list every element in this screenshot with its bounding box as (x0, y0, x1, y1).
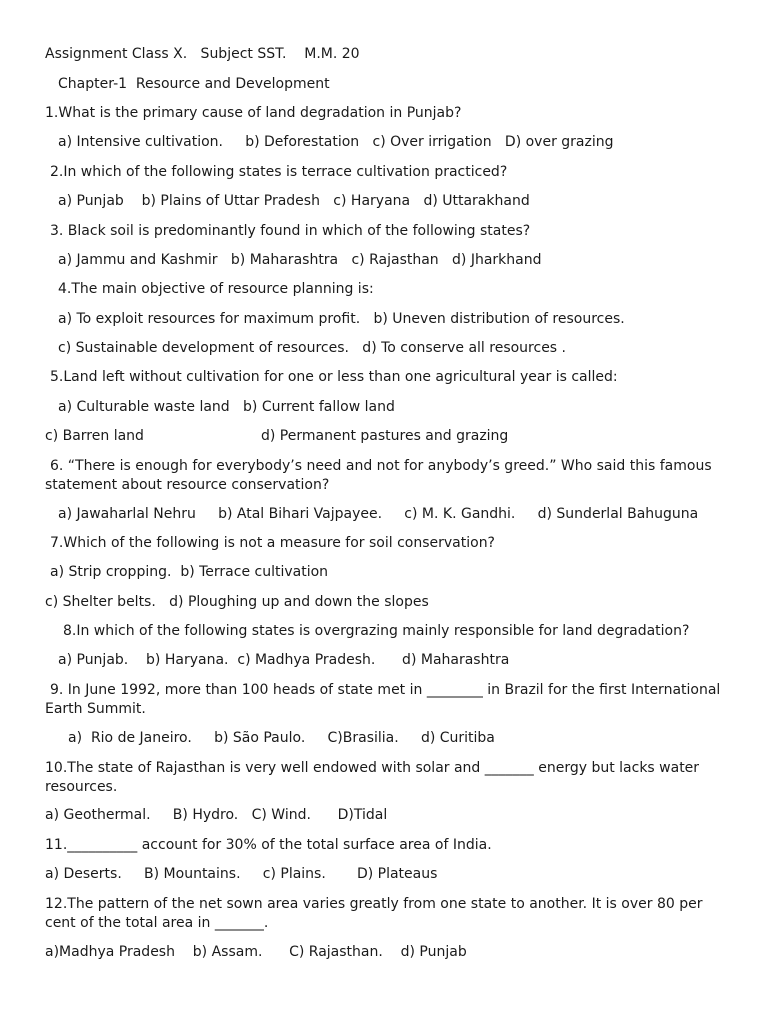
chapter-title: Chapter-1 Resource and Development (58, 76, 330, 92)
question-5-option-d: d) Permanent pastures and grazing (261, 428, 509, 444)
question-6: 6. “There is enough for everybody’s need and not for anybody’s greed.” Who said this famous statement about resource conservation? (45, 458, 717, 493)
question-4-options-line-2: c) Sustainable development of resources. d) To conserve all resources . (58, 340, 566, 356)
question-1: 1.What is the primary cause of land degradation in Punjab? (45, 105, 462, 121)
question-5-options-line-1: a) Culturable waste land b) Current fallow land (58, 399, 395, 415)
question-5-option-c: c) Barren land (45, 428, 144, 444)
question-2: 2.In which of the following states is terrace cultivation practiced? (50, 164, 508, 180)
question-3-options: a) Jammu and Kashmir b) Maharashtra c) Rajasthan d) Jharkhand (58, 252, 542, 268)
question-4-options-line-1: a) To exploit resources for maximum profit. b) Uneven distribution of resources. (58, 311, 625, 327)
question-4: 4.The main objective of resource planning is: (58, 281, 374, 297)
question-11-options: a) Deserts. B) Mountains. c) Plains. D) Plateaus (45, 866, 438, 882)
question-3: 3. Black soil is predominantly found in which of the following states? (50, 223, 531, 239)
question-10-options: a) Geothermal. B) Hydro. C) Wind. D)Tidal (45, 807, 388, 823)
question-10: 10.The state of Rajasthan is very well endowed with solar and _______ energy but lacks water resources. (45, 760, 704, 795)
question-2-options: a) Punjab b) Plains of Uttar Pradesh c) Haryana d) Uttarakhand (58, 193, 530, 209)
assignment-header: Assignment Class X. Subject SST. M.M. 20 (45, 46, 360, 62)
question-7-options-line-2: c) Shelter belts. d) Ploughing up and down the slopes (45, 594, 429, 610)
question-11: 11.__________ account for 30% of the total surface area of India. (45, 837, 492, 853)
question-9: 9. In June 1992, more than 100 heads of state met in ________ in Brazil for the first International Earth Summit. (45, 682, 725, 717)
question-8-options: a) Punjab. b) Haryana. c) Madhya Pradesh. d) Maharashtra (58, 652, 510, 668)
question-8: 8.In which of the following states is overgrazing mainly responsible for land degradation? (63, 623, 690, 639)
question-12-options: a)Madhya Pradesh b) Assam. C) Rajasthan. d) Punjab (45, 944, 467, 960)
question-7-options-line-1: a) Strip cropping. b) Terrace cultivation (50, 564, 329, 580)
question-9-options: a) Rio de Janeiro. b) São Paulo. C)Brasilia. d) Curitiba (68, 730, 495, 746)
question-5: 5.Land left without cultivation for one or less than one agricultural year is called: (50, 369, 618, 385)
question-6-options: a) Jawaharlal Nehru b) Atal Bihari Vajpayee. c) M. K. Gandhi. d) Sunderlal Bahuguna (58, 506, 699, 522)
question-7: 7.Which of the following is not a measure for soil conservation? (50, 535, 495, 551)
question-1-options: a) Intensive cultivation. b) Deforestation c) Over irrigation D) over grazing (58, 134, 614, 150)
question-12: 12.The pattern of the net sown area varies greatly from one state to another. It is over 80 per cent of the total area in _______. (45, 896, 707, 931)
